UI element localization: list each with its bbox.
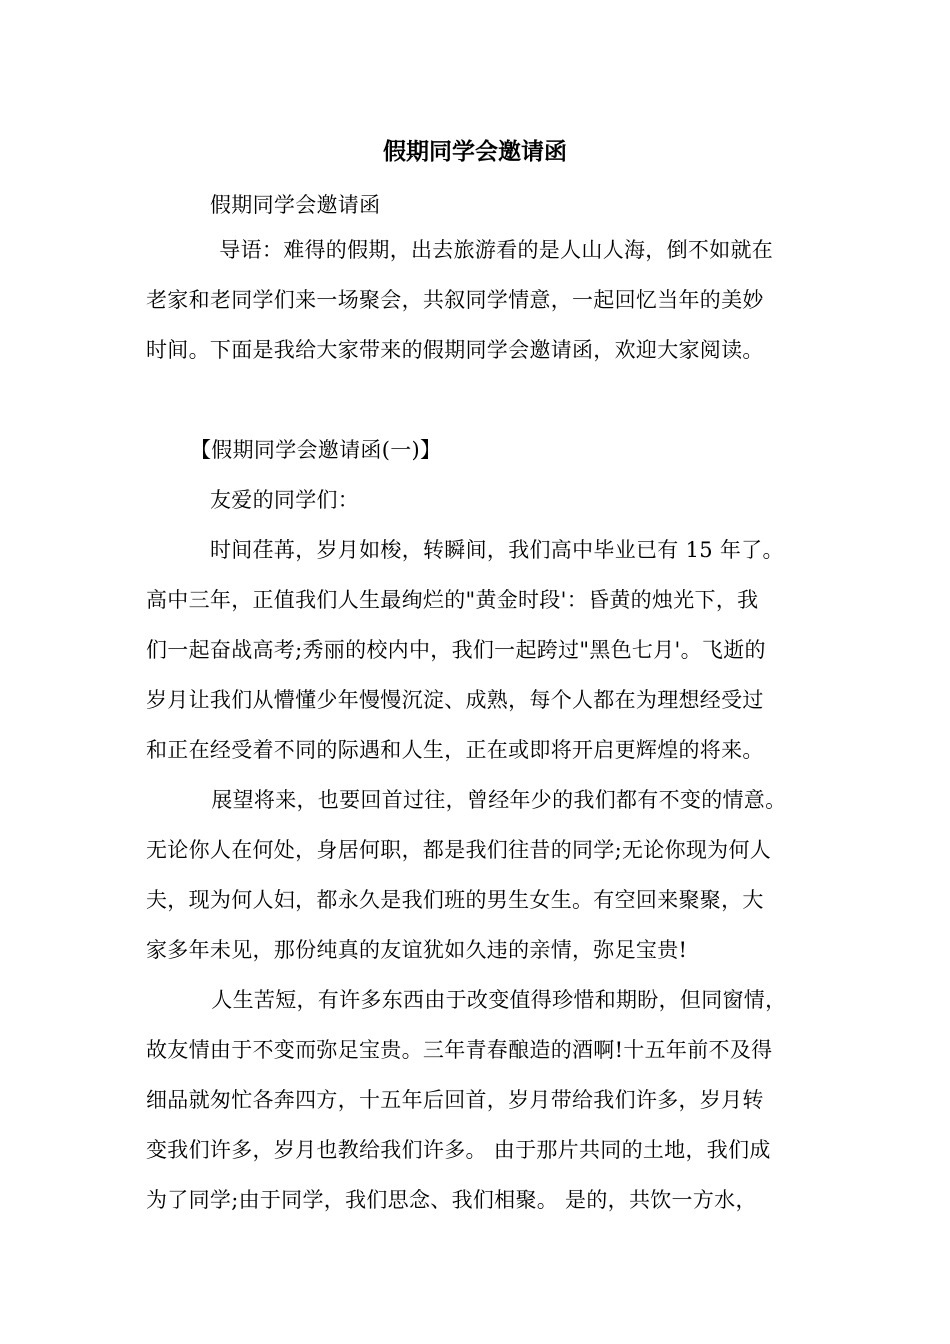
subtitle-line: 假期同学会邀请函 xyxy=(210,193,381,217)
text-line: 展望将来，也要回首过往，曾经年少的我们都有不变的情意。 xyxy=(190,788,787,812)
greeting xyxy=(146,475,875,525)
paragraph-1 xyxy=(146,525,811,775)
paragraph-2 xyxy=(146,775,811,975)
section-heading xyxy=(146,425,855,475)
intro-paragraph xyxy=(146,225,811,375)
text-line: 和正在经受着不同的际遇和人生，正在或即将开启更辉煌的将来。 xyxy=(146,738,764,762)
text-line: 老家和老同学们来一场聚会，共叙同学情意，一起回忆当年的美妙 xyxy=(146,288,764,312)
paragraph-3 xyxy=(146,975,811,1225)
document-title: 假期同学会邀请函 xyxy=(383,138,567,165)
text-line: 夫，现为何人妇，都永久是我们班的男生女生。有空回来聚聚，大 xyxy=(146,888,764,912)
text-line: 故友情由于不变而弥足宝贵。三年青春酿造的酒啊!十五年前不及得 xyxy=(146,1038,773,1062)
text-line: 导语：难得的假期，出去旅游看的是人山人海，倒不如就在 xyxy=(198,238,774,262)
text-line: 们一起奋战高考;秀丽的校内中，我们一起跨过"黑色七月'。飞逝的 xyxy=(146,638,766,662)
text-line: 为了同学;由于同学，我们思念、我们相聚。 是的，共饮一方水， xyxy=(146,1188,757,1212)
text-line: 岁月让我们从懵懂少年慢慢沉淀、成熟，每个人都在为理想经受过 xyxy=(146,688,764,712)
document-subtitle xyxy=(146,180,875,230)
text-line: 时间。下面是我给大家带来的假期同学会邀请函，欢迎大家阅读。 xyxy=(146,338,764,362)
section-heading-text: 【假期同学会邀请函(一)】 xyxy=(190,438,442,462)
greeting-text: 友爱的同学们： xyxy=(210,488,360,512)
text-line: 家多年未见，那份纯真的友谊犹如久违的亲情，弥足宝贵! xyxy=(146,938,688,962)
text-line: 无论你人在何处，身居何职，都是我们往昔的同学;无论你现为何人 xyxy=(146,838,772,862)
text-line: 人生苦短，有许多东西由于改变值得珍惜和期盼，但同窗情， xyxy=(190,988,787,1012)
text-line: 变我们许多，岁月也教给我们许多。 由于那片共同的土地，我们成 xyxy=(146,1138,771,1162)
text-line: 高中三年，正值我们人生最绚烂的"黄金时段'：昏黄的烛光下，我 xyxy=(146,588,759,612)
text-line: 时间荏苒，岁月如梭，转瞬间，我们高中毕业已有 15 年了。 xyxy=(210,538,784,562)
text-line: 细品就匆忙各奔四方，十五年后回首，岁月带给我们许多，岁月转 xyxy=(146,1088,764,1112)
